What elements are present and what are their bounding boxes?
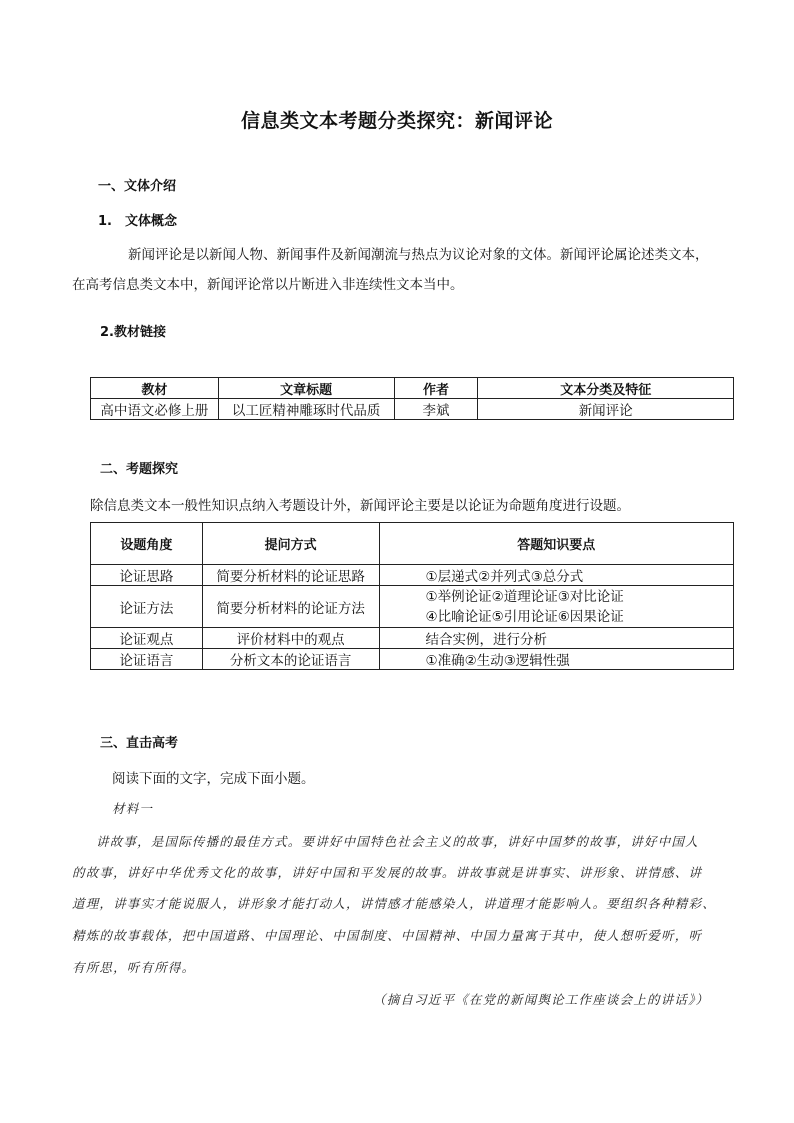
cell-angle: 论证思路 (91, 565, 203, 586)
cell-textbook: 高中语文必修上册 (91, 399, 219, 420)
cell-article-title: 以工匠精神雕琢时代品质 (218, 399, 394, 420)
section2-intro: 除信息类文本一般性知识点纳入考题设计外，新闻评论主要是以论证为命题角度进行设题。 (90, 498, 630, 514)
cell-question: 分析文本的论证语言 (202, 649, 379, 670)
cell-points (379, 586, 734, 628)
paragraph-line-2: 在高考信息类文本中，新闻评论常以片断进入非连续性文本当中。 (72, 277, 464, 293)
section3-heading: 三、直击高考 (100, 736, 179, 751)
page-title: 信息类文本考题分类探究：新闻评论 (240, 110, 553, 132)
cell-angle: 论证语言 (91, 649, 203, 670)
table-row (91, 565, 734, 586)
cell-question: 评价材料中的观点 (202, 628, 379, 649)
cell-points: 结合实例，进行分析 (379, 628, 734, 649)
material-line: 有所思，听有所得。 (72, 960, 196, 975)
table-row (91, 586, 734, 628)
cell-points: ①准确②生动③逻辑性强 (379, 649, 734, 670)
point-line: ④比喻论证⑤引用论证⑥因果论证 (425, 608, 624, 625)
paragraph-line-1: 新闻评论是以新闻人物、新闻事件及新闻潮流与热点为议论对象的文体。新闻评论属论述类文本， (128, 247, 709, 263)
table-row (91, 649, 734, 670)
material-line: 道理，讲事实才能说服人，讲形象才能打动人，讲情感才能感染人，讲道理才能影响人。要组织各种精彩、 (72, 896, 716, 911)
reading-instruction: 阅读下面的文字，完成下面小题。 (112, 771, 315, 787)
table-row (91, 399, 734, 420)
table-header-row (91, 523, 734, 565)
cell-points: ①层递式②并列式③总分式 (379, 565, 734, 586)
section2-heading: 二、考题探究 (100, 462, 179, 477)
table-header-row (91, 378, 734, 399)
cell-question: 简要分析材料的论证思路 (202, 565, 379, 586)
section1-heading: 一、文体介绍 (98, 179, 177, 194)
table-row (91, 628, 734, 649)
question-table (90, 522, 734, 670)
material-line: 讲故事，是国际传播的最佳方式。要讲好中国特色社会主义的故事，讲好中国梦的故事，讲好中国人 (96, 834, 699, 849)
header-question: 提问方式 (202, 523, 379, 565)
material-source: （摘自习近平《在党的新闻舆论工作座谈会上的讲话》） (373, 992, 710, 1007)
subsection2-heading: 2.教材链接 (100, 325, 166, 340)
header-article-title: 文章标题 (218, 378, 394, 399)
cell-question: 简要分析材料的论证方法 (202, 586, 379, 628)
cell-angle: 论证方法 (91, 586, 203, 628)
point-line: ①举例论证②道理论证③对比论证 (425, 588, 624, 605)
header-angle: 设题角度 (91, 523, 203, 565)
material-line: 的故事，讲好中华优秀文化的故事，讲好中国和平发展的故事。讲故事就是讲事实、讲形象、讲情感、讲 (72, 865, 703, 880)
cell-angle: 论证观点 (91, 628, 203, 649)
cell-classification: 新闻评论 (478, 399, 734, 420)
cell-author: 李斌 (394, 399, 478, 420)
header-textbook: 教材 (91, 378, 219, 399)
material-label: 材料一 (112, 801, 154, 816)
header-points: 答题知识要点 (379, 523, 734, 565)
header-classification: 文本分类及特征 (478, 378, 734, 399)
textbook-table (90, 377, 734, 420)
material-line: 精炼的故事载体，把中国道路、中国理论、中国制度、中国精神、中国力量寓于其中，使人想听爱听，听 (72, 928, 703, 943)
subsection1-heading: 1. 文体概念 (98, 214, 177, 229)
header-author: 作者 (394, 378, 478, 399)
